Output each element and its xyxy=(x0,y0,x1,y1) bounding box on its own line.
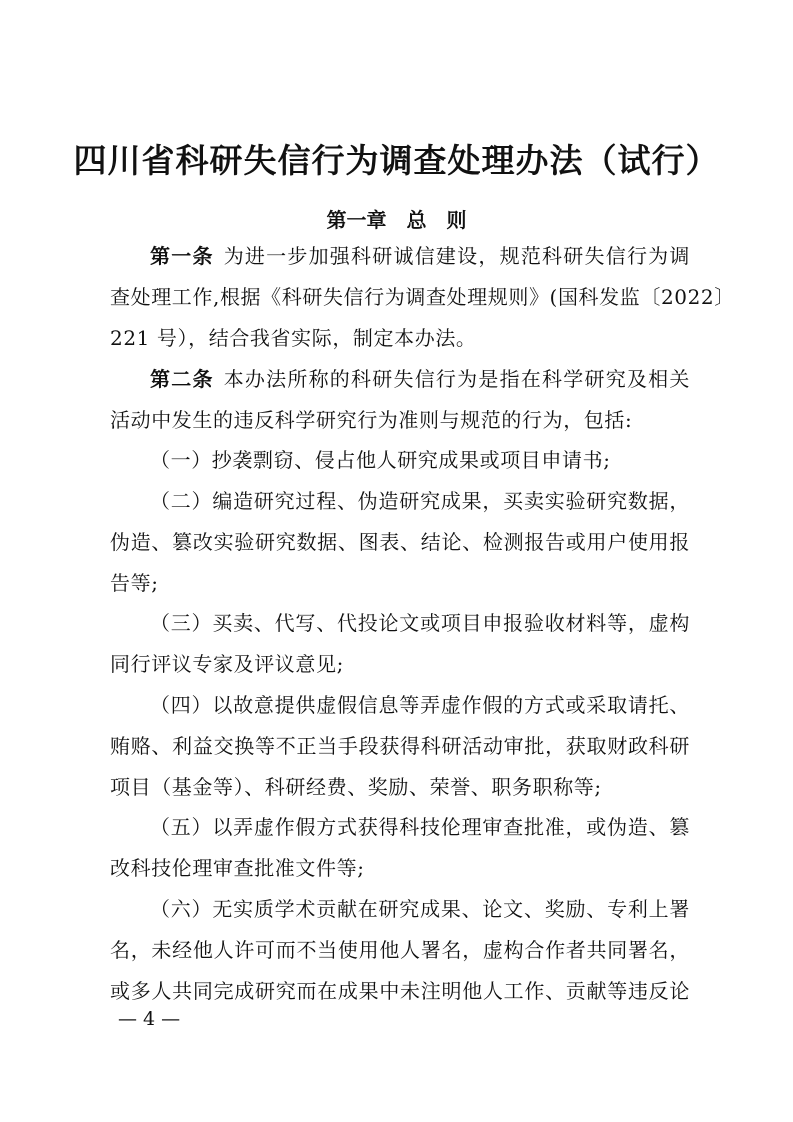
item-4-line-3: 项目（基金等）、科研经费、奖励、荣誉、职务职称等; xyxy=(110,775,602,799)
item-2-line-2: 伪造、篡改实验研究数据、图表、结论、检测报告或用户使用报 xyxy=(110,530,690,554)
page-number: — 4 — xyxy=(118,1008,181,1030)
item-4-line-2: 贿赂、利益交换等不正当手段获得科研活动审批，获取财政科研 xyxy=(110,734,690,758)
chapter-heading: 第一章 总 则 xyxy=(326,208,467,232)
article-2-text: 本办法所称的科研失信行为是指在科学研究及相关 xyxy=(223,367,690,391)
item-3-line-1: （三）买卖、代写、代投论文或项目申报验收材料等，虚构 xyxy=(150,611,690,635)
item-2-line-1: （二）编造研究过程、伪造研究成果，买卖实验研究数据， xyxy=(150,489,690,513)
item-6-line-3: 或多人共同完成研究而在成果中未注明他人工作、贡献等违反论 xyxy=(110,979,690,1003)
article-1-text: 为进一步加强科研诚信建设，规范科研失信行为调 xyxy=(223,244,690,268)
item-2-line-3: 告等; xyxy=(110,571,159,595)
item-3-line-2: 同行评议专家及评议意见; xyxy=(110,652,344,676)
item-5-line-2: 改科技伦理审查批准文件等; xyxy=(110,856,365,880)
article-1-line-3: 221 号），结合我省实际，制定本办法。 xyxy=(110,326,477,350)
item-4-line-1: （四）以故意提供虚假信息等弄虚作假的方式或采取请托、 xyxy=(150,693,690,717)
article-1-label: 第一条 xyxy=(150,244,214,268)
article-1-line-2: 查处理工作,根据《科研失信行为调查处理规则》(国科发监〔2022〕 xyxy=(110,285,735,309)
item-6-line-2: 名，未经他人许可而不当使用他人署名，虚构合作者共同署名， xyxy=(110,938,690,962)
item-5-line-1: （五）以弄虚作假方式获得科技伦理审查批准，或伪造、篡 xyxy=(150,815,690,839)
article-2-label: 第二条 xyxy=(150,367,214,391)
page-title: 四川省科研失信行为调查处理办法（试行） xyxy=(73,141,720,180)
article-1-line-1 xyxy=(150,240,690,272)
article-2-line-1 xyxy=(150,363,690,395)
item-1-line-1: （一）抄袭剽窃、侵占他人研究成果或项目申请书; xyxy=(150,448,611,472)
article-2-line-2: 活动中发生的违反科学研究行为准则与规范的行为，包括: xyxy=(110,408,633,432)
item-6-line-1: （六）无实质学术贡献在研究成果、论文、奖励、专利上署 xyxy=(150,897,690,921)
